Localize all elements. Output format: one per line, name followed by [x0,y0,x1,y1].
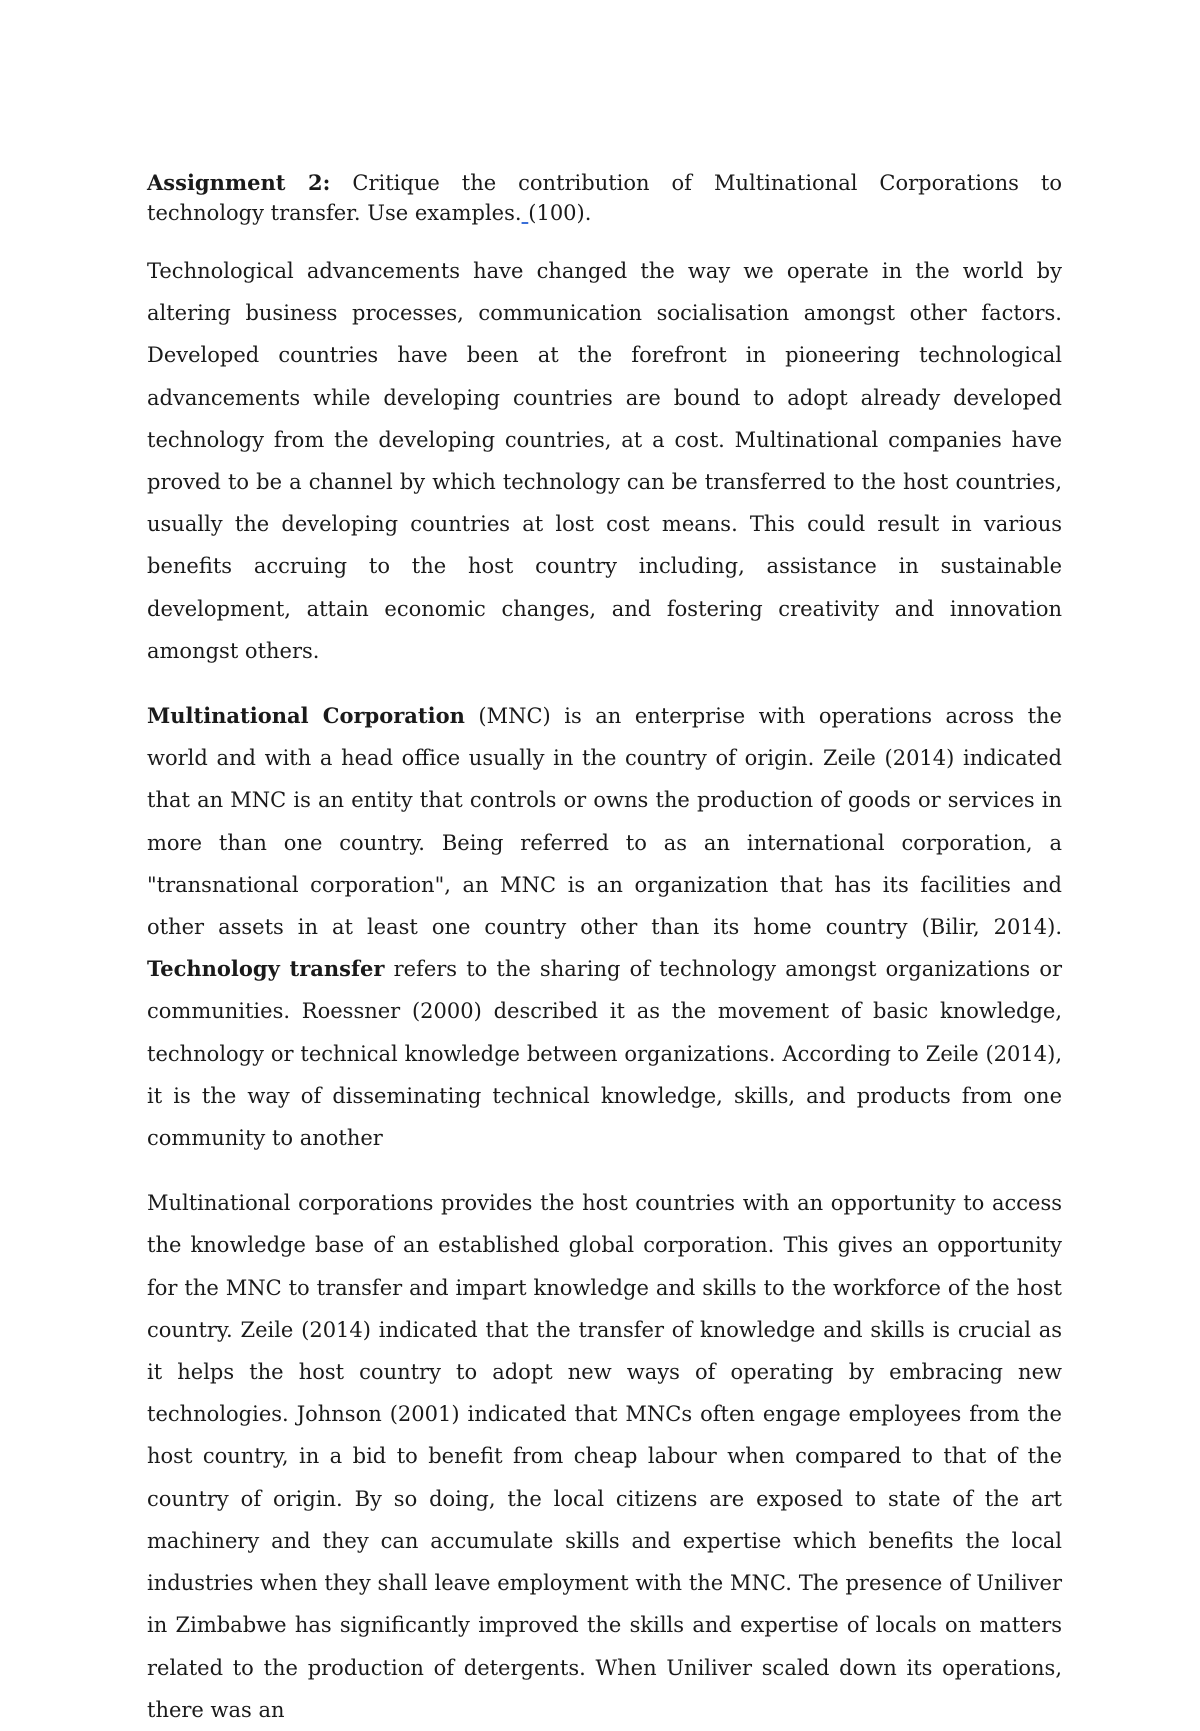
term-multinational-corporation: Multinational Corporation [147,703,465,729]
term-technology-transfer: Technology transfer [147,956,385,982]
paragraph-intro: Technological advancements have changed the way we operate in the world by altering business processes, communication socialisation amongst other factors. Developed countries have been at the forefront in pioneering technological advancements while developing countries are bound to adopt already developed technology from the developing countries, at a cost. Multinational companies have proved to be a channel by which technology can be transferred to the host countries, usually the developing countries at lost cost means. This could result in various benefits accruing to the host country including, assistance in sustainable development, attain economic changes, and fostering creativity and innovation amongst others. [147,259,1062,663]
assignment-heading [147,168,1062,228]
assignment-marks: (100). [528,201,592,225]
document-page [147,168,1062,1731]
paragraph-definitions [147,695,1062,1159]
paragraph-knowledge-transfer: Multinational corporations provides the host countries with an opportunity to access the knowledge base of an established global corporation. This gives an opportunity for the MNC to transfer and impart knowledge and skills to the workforce of the host country. Zeile (2014) indicated that the transfer of knowledge and skills is crucial as it helps the host country to adopt new ways of operating by embracing new technologies. Johnson (2001) indicated that MNCs often engage employees from the host country, in a bid to benefit from cheap labour when compared to that of the country of origin. By so doing, the local citizens are exposed to state of the art machinery and they can accumulate skills and expertise which benefits the local industries when they shall leave employment with the MNC. The presence of Uniliver in Zimbabwe has significantly improved the skills and expertise of locals on matters related to the production of detergents. When Uniliver scaled down its operations, there was an [147,1191,1062,1722]
assignment-question: Critique the contribution of Multinational Corporations to technology transfer. Use examples. [147,171,1062,225]
assignment-label: Assignment 2: [147,170,331,195]
definition-mnc-text: (MNC) is an enterprise with operations across the world and with a head office usually in the country of origin. Zeile (2014) indicated that an MNC is an entity that controls or owns the production of goods or services in more than one country. Being referred to as an international corporation, a "transnational corporation", an MNC is an organization that has its facilities and other assets in at least one country other than its home country (Bilir, 2014). [147,704,1062,940]
definition-tt-text: refers to the sharing of technology amongst organizations or communities. Roessner (2000) described it as the movement of basic knowledge, technology or technical knowledge between organizations. According to Zeile (2014), it is the way of disseminating technical knowledge, skills, and products from one community to another [147,957,1062,1151]
